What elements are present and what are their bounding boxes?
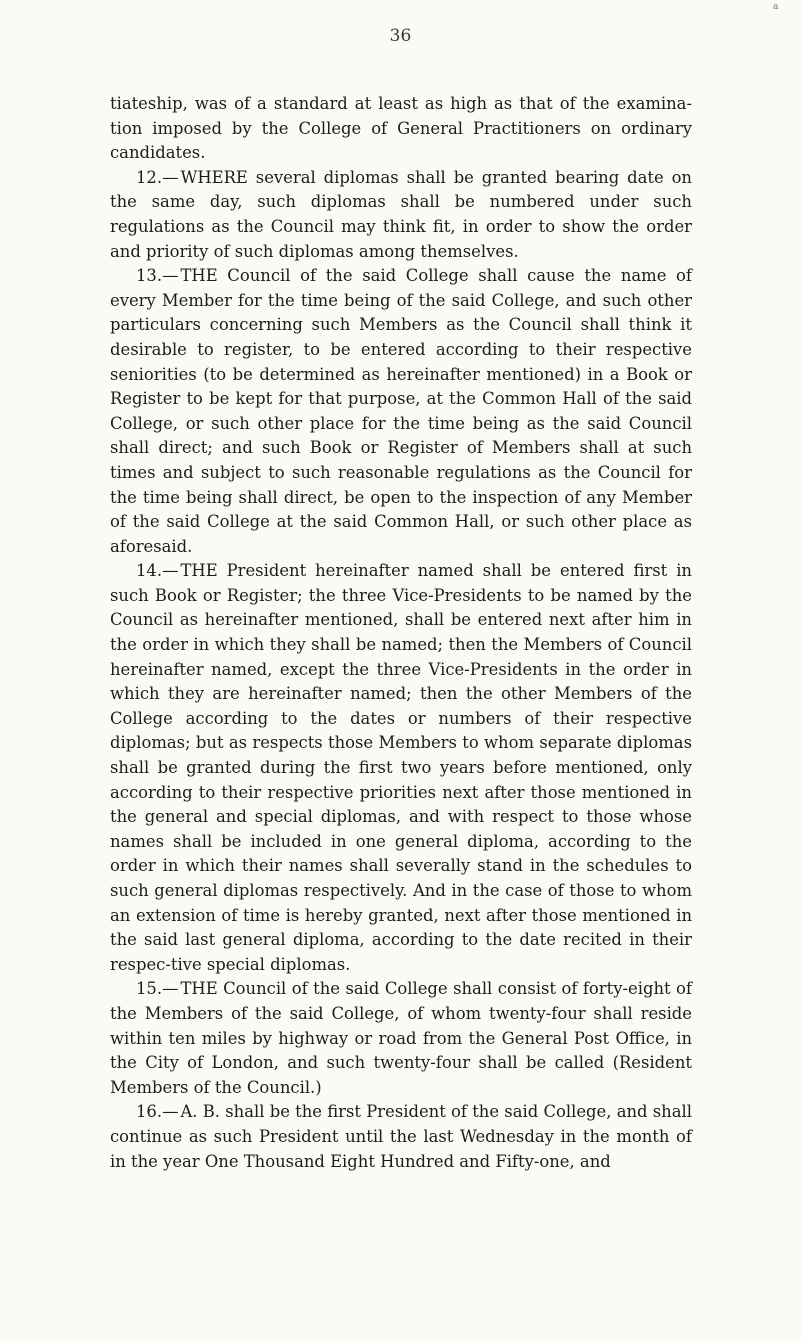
section-body: THE President hereinafter named shall be entered first in such Book or Register; the three Vice-Presidents to be named by the Council as hereinafter mentioned, shall be entered next after him in the order in which they shall be named; then the Members of Council hereinafter named, except the three Vice-Presidents in the order in which they are hereinafter named; then the other Members of the College according to the dates or numbers of their respective diplomas; but as respects those Members to whom separate diplomas shall be granted during the first two years before mentioned, only according to their respective priorities next after those mentioned in the general and special diplomas, and with respect to those whose names shall be included in one general diploma, according to the order in which their names shall severally stand in the schedules to such general diplomas respectively. And in the case of those to whom an extension of time is hereby granted, next after those mentioned in the said last general diploma, according to the date recited in their respec-tive special diplomas. (110, 561, 692, 974)
continuation-paragraph: tiateship, was of a standard at least as high as that of the examina-tion imposed by the College of General Practitioners on ordinary candidates. (110, 94, 692, 163)
corner-mark: a (773, 2, 779, 12)
section-body: WHERE several diplomas shall be granted bearing date on the same day, such diplomas shall be numbered under such regulations as the Council may think fit, in order to show the order and priority of such diplomas among themselves. (110, 167, 692, 261)
section-number: 16.— (136, 1102, 179, 1122)
section-14 (110, 559, 692, 977)
section-12 (110, 166, 692, 264)
section-body: A. B. shall be the first President of the said College, and shall continue as such President until the last Wednesday in the month of in the year One Thousand Eight Hundred and Fifty-one, and (110, 1102, 692, 1171)
section-number: 14.— (136, 561, 179, 581)
section-16 (110, 1100, 692, 1174)
section-body: THE Council of the said College shall cause the name of every Member for the time being of the said College, and such other particulars concerning such Members as the Council shall think it desirable to register, to be entered according to their respective seniorities (to be determined as hereinafter mentioned) in a Book or Register to be kept for that purpose, at the Common Hall of the said College, or such other place for the time being as the said Council shall direct; and such Book or Register of Members shall at such times and subject to such reasonable regulations as the Council for the time being shall direct, be open to the inspection of any Member of the said College at the said Common Hall, or such other place as aforesaid. (110, 266, 692, 556)
body-text (110, 92, 692, 1174)
page-number: 36 (389, 26, 412, 46)
section-body: THE Council of the said College shall consist of forty-eight of the Members of the said College, of whom twenty-four shall reside within ten miles by highway or road from the General Post Office, in the City of London, and such twenty-four shall be called (Resident Members of the Council.) (110, 979, 692, 1097)
section-number: 12.— (136, 167, 179, 187)
section-13 (110, 264, 692, 559)
section-number: 15.— (136, 979, 179, 999)
section-number: 13.— (136, 266, 179, 286)
section-15 (110, 977, 692, 1100)
